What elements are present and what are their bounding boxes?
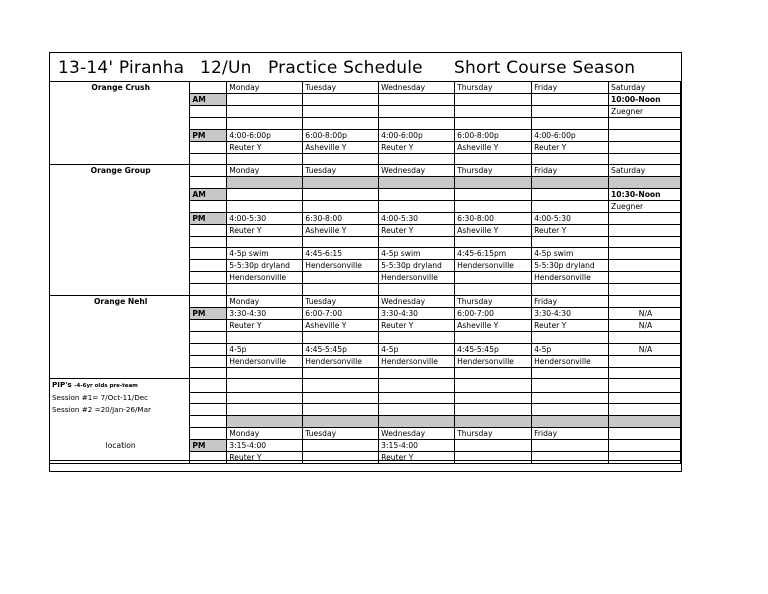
empty-cell	[379, 392, 455, 404]
period-cell	[190, 355, 227, 367]
schedule-cell: Thursday	[455, 82, 532, 94]
schedule-cell	[532, 200, 609, 212]
empty-cell	[227, 331, 303, 343]
title-row	[50, 53, 681, 82]
schedule-cell: 4-5p swim	[379, 248, 455, 260]
schedule-cell: 5-5:30p dryland	[532, 260, 609, 272]
empty-cell	[303, 379, 379, 393]
schedule-cell: Friday	[532, 295, 609, 307]
period-cell	[190, 141, 227, 153]
empty-cell	[379, 416, 455, 428]
schedule-cell	[609, 295, 681, 307]
schedule-cell: 10:00-Noon	[609, 94, 681, 106]
group-label-cell	[50, 343, 190, 355]
schedule-cell: Tuesday	[303, 82, 379, 94]
table-row	[50, 224, 681, 236]
table-row	[50, 379, 681, 393]
group-label-cell	[50, 272, 190, 284]
pips-subtitle: -4-6yr olds pre-team	[74, 383, 138, 390]
schedule-cell: Saturday	[609, 82, 681, 94]
period-label: AM	[190, 94, 227, 106]
group-label-cell	[50, 260, 190, 272]
schedule-cell: Reuter Y	[379, 224, 455, 236]
pips-location-label: location	[50, 439, 190, 451]
table-row	[50, 106, 681, 118]
empty-cell	[455, 236, 532, 248]
schedule-cell: Zuegner	[609, 200, 681, 212]
empty-cell	[379, 367, 455, 379]
schedule-cell	[609, 224, 681, 236]
empty-cell	[609, 404, 681, 416]
empty-cell	[609, 367, 681, 379]
empty-cell	[455, 416, 532, 428]
group-label-cell	[50, 106, 190, 118]
empty-cell	[532, 153, 609, 165]
period-cell	[190, 367, 227, 379]
table-row	[50, 188, 681, 200]
schedule-cell	[227, 188, 303, 200]
empty-cell	[303, 404, 379, 416]
table-row	[50, 392, 681, 404]
empty-cell	[455, 177, 532, 189]
table-row	[50, 165, 681, 177]
schedule-cell	[532, 106, 609, 118]
schedule-cell: 4-5p	[532, 343, 609, 355]
empty-cell	[609, 379, 681, 393]
schedule-cell: Reuter Y	[227, 224, 303, 236]
period-label: PM	[190, 307, 227, 319]
schedule-cell: Friday	[532, 82, 609, 94]
empty-cell	[532, 236, 609, 248]
schedule-cell: Hendersonville	[379, 355, 455, 367]
period-cell	[190, 379, 227, 393]
group-label-cell	[50, 94, 190, 106]
schedule-cell: 4-5p	[379, 343, 455, 355]
table-row	[50, 367, 681, 379]
group-name-orange-group: Orange Group	[50, 165, 190, 177]
group-label-cell	[50, 188, 190, 200]
empty-cell	[303, 236, 379, 248]
schedule-cell: Reuter Y	[532, 141, 609, 153]
schedule-cell	[609, 355, 681, 367]
schedule-cell: 4:00-6:00p	[532, 129, 609, 141]
schedule-cell: Asheville Y	[303, 141, 379, 153]
schedule-cell: N/A	[609, 343, 681, 355]
period-cell	[190, 200, 227, 212]
group-label-cell	[50, 284, 190, 296]
schedule-table	[50, 81, 681, 464]
schedule-cell: 3:15-4:00	[227, 439, 303, 451]
empty-cell	[227, 284, 303, 296]
period-cell	[190, 165, 227, 177]
schedule-cell	[609, 129, 681, 141]
schedule-cell: N/A	[609, 307, 681, 319]
empty-cell	[303, 284, 379, 296]
schedule-cell: 10:30-Noon	[609, 188, 681, 200]
schedule-cell: 6:30-8:00	[455, 212, 532, 224]
table-row	[50, 404, 681, 416]
group-label-cell	[50, 224, 190, 236]
table-row	[50, 153, 681, 165]
period-label: PM	[190, 212, 227, 224]
empty-cell	[532, 331, 609, 343]
schedule-cell: Asheville Y	[455, 141, 532, 153]
schedule-cell: Tuesday	[303, 427, 379, 439]
title-team: 13-14' Piranha	[58, 58, 185, 78]
schedule-cell	[455, 106, 532, 118]
empty-cell	[532, 392, 609, 404]
empty-cell	[227, 236, 303, 248]
period-cell	[190, 295, 227, 307]
table-row	[50, 177, 681, 189]
footer-bar	[50, 460, 681, 471]
period-cell	[190, 319, 227, 331]
schedule-cell: 4-5p	[227, 343, 303, 355]
empty-cell	[227, 392, 303, 404]
empty-cell	[227, 153, 303, 165]
group-label-cell	[50, 153, 190, 165]
group-label-cell	[50, 177, 190, 189]
group-label-cell	[50, 319, 190, 331]
schedule-cell: 3:15-4:00	[379, 439, 455, 451]
schedule-cell: Friday	[532, 165, 609, 177]
schedule-cell: Reuter Y	[379, 451, 455, 463]
group-name-pips	[50, 379, 190, 393]
schedule-cell: 4:00-6:00p	[227, 129, 303, 141]
schedule-cell	[303, 439, 379, 451]
period-cell	[190, 392, 227, 404]
schedule-cell	[609, 427, 681, 439]
empty-cell	[455, 118, 532, 130]
schedule-cell: 3:30-4:30	[532, 307, 609, 319]
schedule-cell: 5-5:30p dryland	[379, 260, 455, 272]
schedule-cell	[609, 439, 681, 451]
table-row	[50, 212, 681, 224]
empty-cell	[303, 331, 379, 343]
schedule-cell: Thursday	[455, 427, 532, 439]
schedule-cell: N/A	[609, 319, 681, 331]
schedule-cell: Hendersonville	[532, 272, 609, 284]
schedule-cell	[455, 94, 532, 106]
schedule-cell	[303, 200, 379, 212]
schedule-cell	[609, 272, 681, 284]
table-row	[50, 416, 681, 428]
schedule-cell: Reuter Y	[379, 319, 455, 331]
empty-cell	[303, 118, 379, 130]
group-label-cell	[50, 367, 190, 379]
group-label-cell	[50, 141, 190, 153]
group-label-cell	[50, 392, 190, 404]
empty-cell	[455, 392, 532, 404]
schedule-cell: Hendersonville	[532, 355, 609, 367]
empty-cell	[303, 416, 379, 428]
period-cell	[190, 177, 227, 189]
table-row	[50, 236, 681, 248]
schedule-cell: Asheville Y	[303, 224, 379, 236]
schedule-cell	[455, 272, 532, 284]
schedule-cell: Saturday	[609, 165, 681, 177]
schedule-cell: Monday	[227, 295, 303, 307]
schedule-cell: 4-5p swim	[532, 248, 609, 260]
schedule-cell	[532, 188, 609, 200]
group-label-cell	[50, 355, 190, 367]
group-name-orange-crush: Orange Crush	[50, 82, 190, 94]
schedule-cell: 6:00-7:00	[455, 307, 532, 319]
table-row	[50, 307, 681, 319]
schedule-cell: Hendersonville	[455, 260, 532, 272]
period-cell	[190, 106, 227, 118]
schedule-cell	[455, 439, 532, 451]
empty-cell	[532, 416, 609, 428]
empty-cell	[303, 367, 379, 379]
empty-cell	[379, 331, 455, 343]
title-season: Short Course Season	[454, 58, 636, 78]
schedule-cell: Monday	[227, 82, 303, 94]
period-cell	[190, 416, 227, 428]
period-cell	[190, 153, 227, 165]
schedule-cell: 4:00-6:00p	[379, 129, 455, 141]
schedule-cell	[609, 260, 681, 272]
schedule-cell: Reuter Y	[227, 141, 303, 153]
period-cell	[190, 248, 227, 260]
group-label-cell	[50, 129, 190, 141]
period-cell	[190, 224, 227, 236]
empty-cell	[532, 404, 609, 416]
empty-cell	[227, 379, 303, 393]
table-row	[50, 355, 681, 367]
schedule-cell: Asheville Y	[303, 319, 379, 331]
empty-cell	[532, 284, 609, 296]
empty-cell	[532, 367, 609, 379]
schedule-cell: 4:00-5:30	[227, 212, 303, 224]
group-label-cell	[50, 307, 190, 319]
period-cell	[190, 331, 227, 343]
group-label-cell	[50, 236, 190, 248]
group-label-cell	[50, 118, 190, 130]
schedule-sheet	[49, 52, 682, 472]
empty-cell	[227, 416, 303, 428]
schedule-cell: 5-5:30p dryland	[227, 260, 303, 272]
schedule-cell	[532, 94, 609, 106]
schedule-cell: Thursday	[455, 295, 532, 307]
group-label-cell	[50, 248, 190, 260]
schedule-cell: Reuter Y	[227, 451, 303, 463]
period-cell	[190, 82, 227, 94]
empty-cell	[455, 367, 532, 379]
pips-title: PIP's	[52, 380, 72, 390]
schedule-cell	[303, 106, 379, 118]
period-cell	[190, 118, 227, 130]
schedule-cell	[609, 141, 681, 153]
schedule-cell: Wednesday	[379, 82, 455, 94]
schedule-cell: Wednesday	[379, 165, 455, 177]
table-row	[50, 295, 681, 307]
table-row	[50, 94, 681, 106]
table-row	[50, 248, 681, 260]
empty-cell	[609, 153, 681, 165]
schedule-cell: 6:00-8:00p	[303, 129, 379, 141]
schedule-cell: Hendersonville	[303, 355, 379, 367]
schedule-cell	[303, 188, 379, 200]
schedule-cell	[379, 94, 455, 106]
table-row	[50, 427, 681, 439]
schedule-cell: Reuter Y	[379, 141, 455, 153]
period-cell	[190, 272, 227, 284]
schedule-cell: Friday	[532, 427, 609, 439]
group-name-orange-nehl: Orange Nehl	[50, 295, 190, 307]
schedule-cell: Monday	[227, 427, 303, 439]
schedule-cell	[227, 106, 303, 118]
schedule-cell	[227, 200, 303, 212]
schedule-cell	[379, 106, 455, 118]
schedule-cell: 4:45-6:15	[303, 248, 379, 260]
schedule-cell	[455, 188, 532, 200]
empty-cell	[227, 367, 303, 379]
empty-cell	[379, 177, 455, 189]
schedule-cell: 6:30-8:00	[303, 212, 379, 224]
table-row	[50, 200, 681, 212]
schedule-cell: 3:30-4:30	[227, 307, 303, 319]
schedule-cell: Hendersonville	[227, 272, 303, 284]
period-cell	[190, 343, 227, 355]
title-practice-schedule: Practice Schedule	[268, 58, 423, 78]
empty-cell	[609, 118, 681, 130]
empty-cell	[609, 331, 681, 343]
table-row	[50, 129, 681, 141]
table-row	[50, 260, 681, 272]
schedule-cell: Reuter Y	[532, 224, 609, 236]
schedule-cell	[609, 248, 681, 260]
schedule-cell	[227, 94, 303, 106]
schedule-cell: Tuesday	[303, 165, 379, 177]
period-label: AM	[190, 188, 227, 200]
empty-cell	[303, 177, 379, 189]
schedule-cell: Zuegner	[609, 106, 681, 118]
group-label-cell	[50, 427, 190, 439]
empty-cell	[609, 236, 681, 248]
schedule-cell	[379, 188, 455, 200]
schedule-cell: Hendersonville	[303, 260, 379, 272]
pips-session-2: Session #2 =20/Jan-26/Mar	[52, 404, 151, 414]
group-label-cell	[50, 331, 190, 343]
empty-cell	[379, 118, 455, 130]
empty-cell	[379, 404, 455, 416]
period-cell	[190, 236, 227, 248]
table-row	[50, 439, 681, 451]
table-row	[50, 272, 681, 284]
empty-cell	[455, 331, 532, 343]
empty-cell	[532, 177, 609, 189]
schedule-cell: Hendersonville	[455, 355, 532, 367]
schedule-cell: 4:45-5:45p	[455, 343, 532, 355]
table-row	[50, 141, 681, 153]
schedule-cell: 4-5p swim	[227, 248, 303, 260]
empty-cell	[379, 236, 455, 248]
empty-cell	[379, 284, 455, 296]
empty-cell	[227, 177, 303, 189]
title-age-group: 12/Un	[200, 58, 252, 78]
empty-cell	[303, 153, 379, 165]
empty-cell	[379, 153, 455, 165]
schedule-cell: Tuesday	[303, 295, 379, 307]
empty-cell	[227, 404, 303, 416]
empty-cell	[455, 404, 532, 416]
schedule-cell	[532, 439, 609, 451]
schedule-cell	[303, 94, 379, 106]
group-label-cell	[50, 404, 190, 416]
empty-cell	[609, 392, 681, 404]
empty-cell	[455, 153, 532, 165]
schedule-cell: 4:00-5:30	[532, 212, 609, 224]
period-cell	[190, 260, 227, 272]
table-row	[50, 284, 681, 296]
schedule-cell: Reuter Y	[532, 319, 609, 331]
table-row	[50, 343, 681, 355]
empty-cell	[609, 177, 681, 189]
table-row	[50, 82, 681, 94]
table-row	[50, 118, 681, 130]
group-label-cell	[50, 212, 190, 224]
schedule-cell	[303, 272, 379, 284]
schedule-cell: 3:30-4:30	[379, 307, 455, 319]
group-label-cell	[50, 200, 190, 212]
schedule-cell: Monday	[227, 165, 303, 177]
schedule-cell: Reuter Y	[227, 319, 303, 331]
schedule-cell: Hendersonville	[379, 272, 455, 284]
schedule-cell	[379, 200, 455, 212]
schedule-cell: Asheville Y	[455, 319, 532, 331]
table-row	[50, 331, 681, 343]
schedule-cell: 6:00-7:00	[303, 307, 379, 319]
period-cell	[190, 284, 227, 296]
schedule-cell: Asheville Y	[455, 224, 532, 236]
schedule-cell	[609, 212, 681, 224]
empty-cell	[609, 416, 681, 428]
schedule-cell: Wednesday	[379, 427, 455, 439]
period-cell	[190, 427, 227, 439]
schedule-cell: Hendersonville	[227, 355, 303, 367]
empty-cell	[532, 379, 609, 393]
empty-cell	[532, 118, 609, 130]
schedule-cell: 4:00-5:30	[379, 212, 455, 224]
schedule-cell	[455, 200, 532, 212]
group-label-cell	[50, 416, 190, 428]
period-label: PM	[190, 129, 227, 141]
schedule-cell: 6:00-8:00p	[455, 129, 532, 141]
schedule-cell: Wednesday	[379, 295, 455, 307]
empty-cell	[227, 118, 303, 130]
schedule-cell: Thursday	[455, 165, 532, 177]
table-row	[50, 319, 681, 331]
empty-cell	[455, 284, 532, 296]
schedule-cell: 4:45-5:45p	[303, 343, 379, 355]
period-cell	[190, 404, 227, 416]
empty-cell	[379, 379, 455, 393]
empty-cell	[303, 392, 379, 404]
schedule-cell: 4:45-6:15pm	[455, 248, 532, 260]
pips-session-1: Session #1= 7/Oct-11/Dec	[52, 393, 149, 403]
empty-cell	[609, 284, 681, 296]
period-label: PM	[190, 439, 227, 451]
empty-cell	[455, 379, 532, 393]
